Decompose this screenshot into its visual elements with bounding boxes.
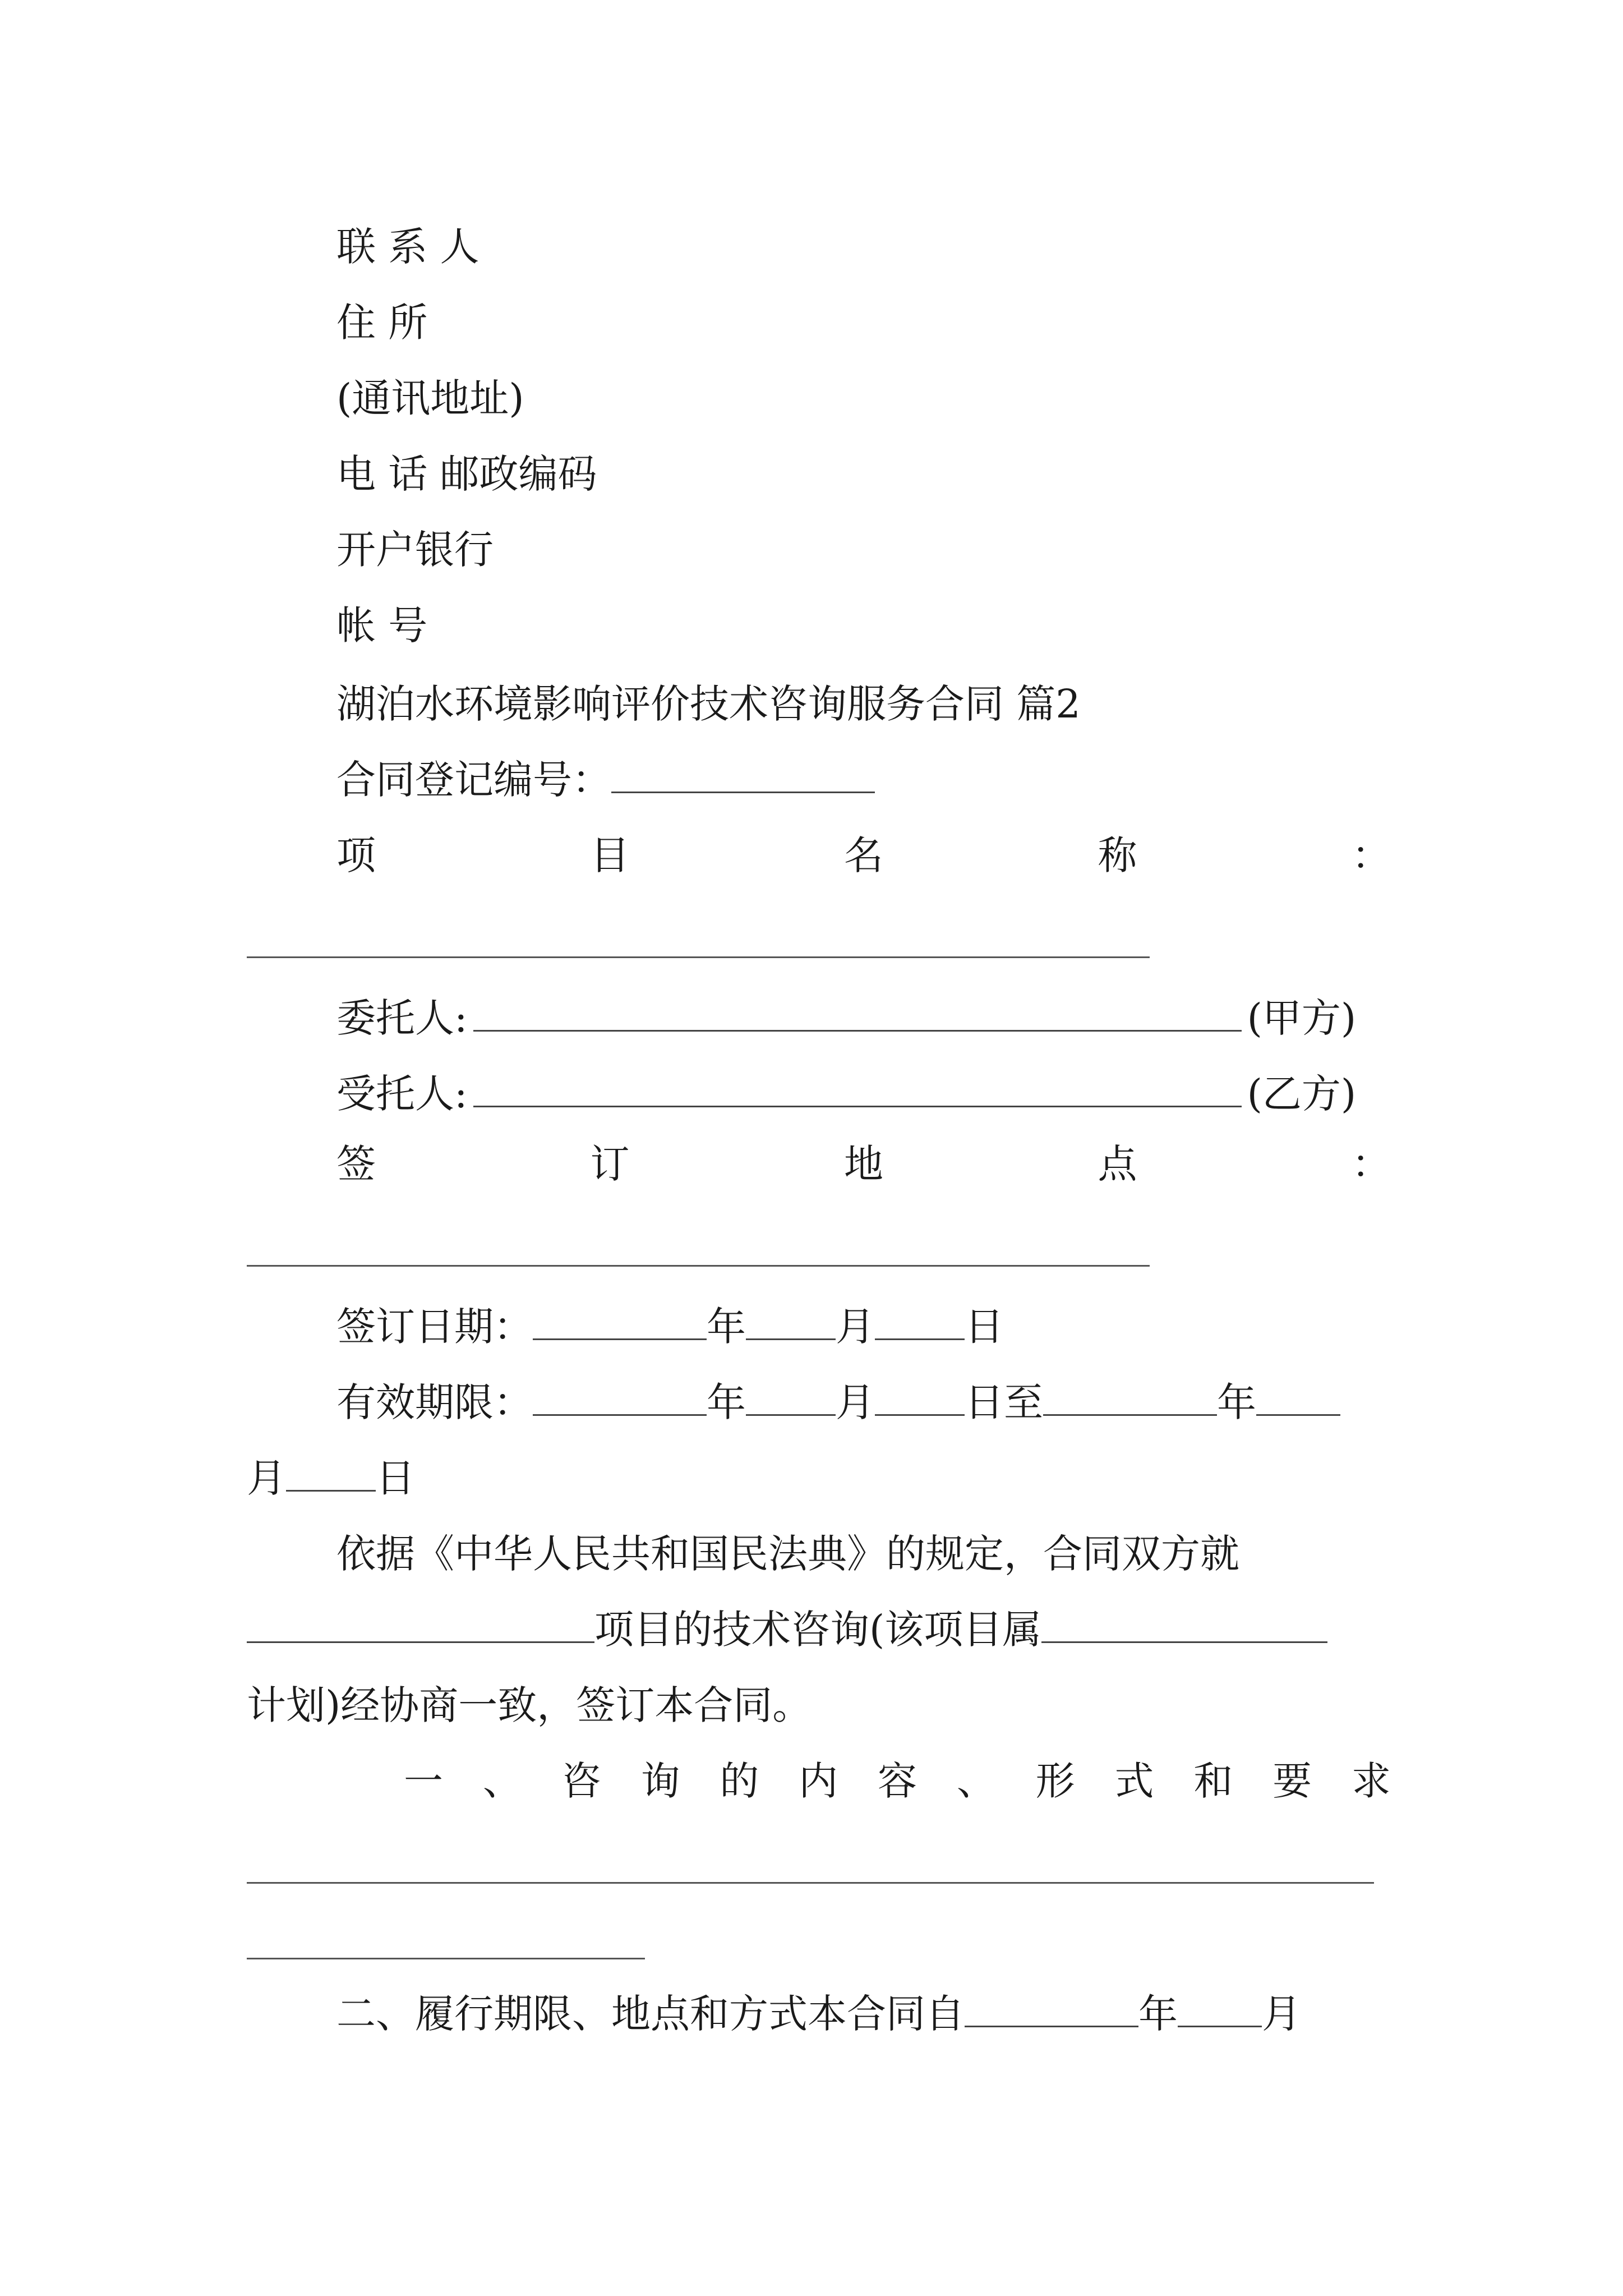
- sign-place-label: 签 订 地 点 ：: [336, 1141, 1391, 1187]
- year-text: 年: [707, 1304, 746, 1350]
- plan-blank[interactable]: [1041, 1608, 1327, 1643]
- validity-start-year-blank[interactable]: [533, 1381, 707, 1416]
- registration-label: 合同登记编号：: [336, 757, 611, 803]
- client-label: 委托人:: [336, 995, 468, 1041]
- section-2-year-blank[interactable]: [965, 1992, 1138, 2027]
- month-text: 月: [836, 1304, 875, 1350]
- sign-place-blank[interactable]: [247, 1265, 1150, 1267]
- section-1-blank-line-2[interactable]: [247, 1958, 645, 1959]
- consultant-row: [336, 1069, 1356, 1119]
- month-text: 月: [1262, 1991, 1301, 2037]
- month-text: 月: [836, 1379, 875, 1425]
- project-blank[interactable]: [247, 1608, 594, 1643]
- day-to-text: 日至: [965, 1379, 1043, 1425]
- address-note: (通讯地址): [336, 375, 524, 421]
- basis-line-3: 计划)经协商一致，签订本合同。: [247, 1682, 812, 1728]
- validity-end-day-blank[interactable]: [286, 1456, 376, 1492]
- basis-line-2-text: 项目的技术咨询(该项目属: [594, 1607, 1042, 1653]
- registration-row: [336, 754, 875, 805]
- client-row: [336, 993, 1356, 1043]
- validity-start-day-blank[interactable]: [875, 1381, 965, 1416]
- section-1-heading: 一 、 咨 询 的 内 容 、 形 式 和 要 求: [404, 1758, 1391, 1804]
- project-name-label: 项 目 名 称 ：: [336, 832, 1391, 878]
- year-text: 年: [707, 1379, 746, 1425]
- sign-date-label: 签订日期：: [336, 1304, 533, 1350]
- account-label: 帐 号: [336, 602, 428, 648]
- validity-end-month-blank[interactable]: [1256, 1381, 1340, 1416]
- bank-label: 开户银行: [336, 527, 494, 573]
- validity-row: [336, 1377, 1340, 1428]
- sign-year-blank[interactable]: [533, 1305, 707, 1340]
- contact-person-label: 联 系 人: [336, 224, 479, 270]
- day-text: 日: [965, 1304, 1004, 1350]
- phone-postcode-label: 电 话 邮政编码: [336, 451, 597, 497]
- client-blank[interactable]: [473, 996, 1242, 1032]
- validity-row-continued: [247, 1453, 415, 1503]
- consultant-label: 受托人:: [336, 1071, 468, 1117]
- registration-number-blank[interactable]: [611, 758, 875, 793]
- month-text: 月: [247, 1455, 286, 1501]
- contract-title: 湖泊水环境影响评价技术咨询服务合同 篇2: [336, 681, 1081, 727]
- consultant-blank[interactable]: [473, 1072, 1242, 1107]
- basis-line-1: 依据《中华人民共和国民法典》的规定，合同双方就: [336, 1531, 1239, 1577]
- section-2-text: 二、履行期限、地点和方式本合同自: [336, 1991, 965, 2037]
- client-party: (甲方): [1247, 995, 1357, 1041]
- residence-label: 住 所: [336, 300, 428, 346]
- section-1-blank-line-1[interactable]: [247, 1882, 1374, 1884]
- year-text: 年: [1138, 1991, 1178, 2037]
- section-2-month-blank[interactable]: [1178, 1992, 1262, 2027]
- basis-line-2: [247, 1604, 1327, 1655]
- consultant-party: (乙方): [1247, 1071, 1357, 1117]
- validity-label: 有效期限：: [336, 1379, 533, 1425]
- section-2-row: [336, 1989, 1301, 2039]
- validity-start-month-blank[interactable]: [746, 1381, 836, 1416]
- project-name-blank[interactable]: [247, 956, 1150, 958]
- sign-date-row: [336, 1301, 1004, 1352]
- year-text: 年: [1217, 1379, 1256, 1425]
- sign-month-blank[interactable]: [746, 1305, 836, 1340]
- day-text: 日: [376, 1455, 415, 1501]
- validity-end-year-blank[interactable]: [1043, 1381, 1217, 1416]
- sign-day-blank[interactable]: [875, 1305, 965, 1340]
